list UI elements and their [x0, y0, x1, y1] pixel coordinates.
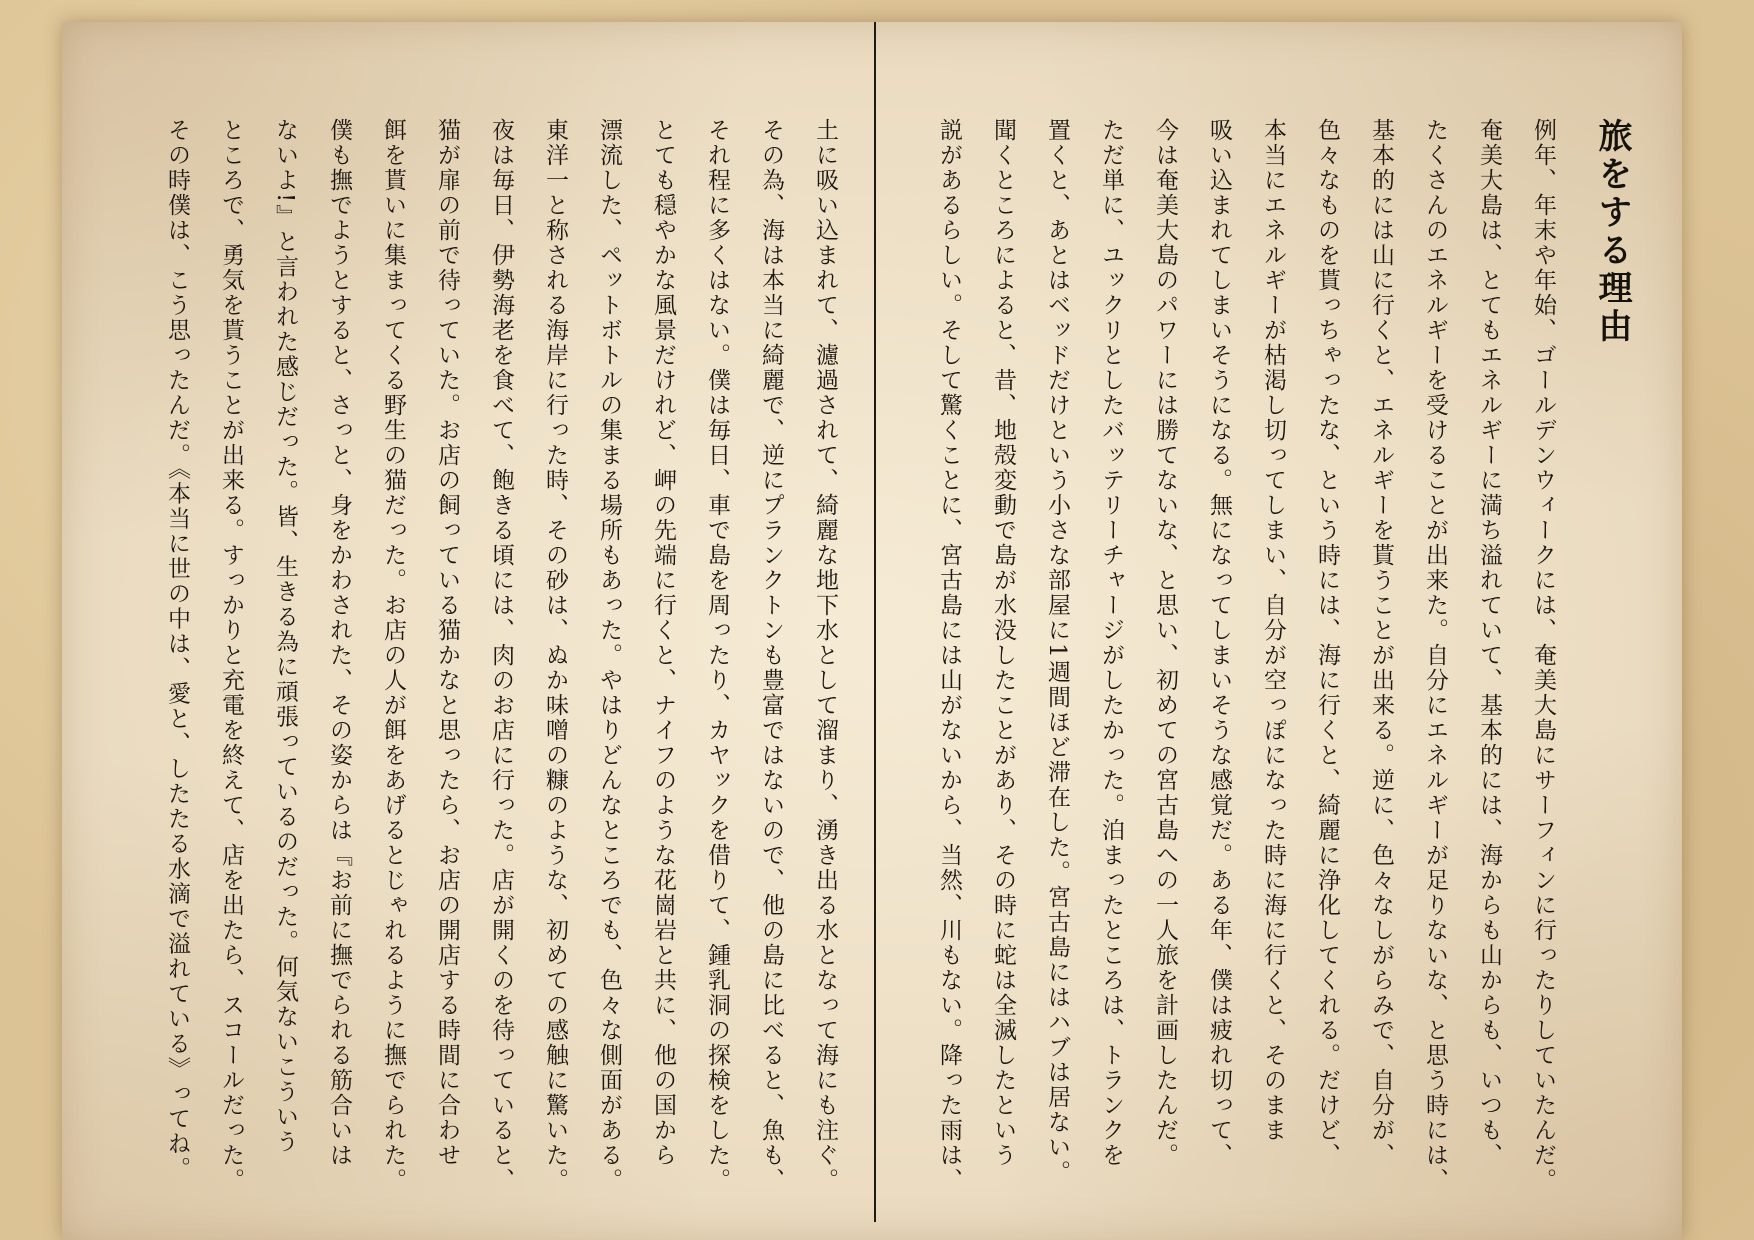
- essay-title: 旅をする理由: [1592, 118, 1632, 346]
- text-line: とても穏やかな風景だけれど、岬の先端に行くと、ナイフのような花崗岩と共に、他の国から: [650, 118, 676, 1168]
- text-line: 例年、年末や年始、ゴールデンウィークには、奄美大島にサーフィンに行ったりしていたんだ。: [1530, 118, 1556, 1193]
- text-line: 本当にエネルギーが枯渇し切ってしまい、自分が空っぽになった時に海に行くと、そのまま: [1260, 118, 1286, 1143]
- text-line: それ程に多くはない。僕は毎日、車で島を周ったり、カヤックを借りて、鍾乳洞の探検をした。: [704, 118, 730, 1193]
- text-line: その為、海は本当に綺麗で、逆にプランクトンも豊富ではないので、他の島に比べると、魚も、: [758, 118, 784, 1193]
- text-line: 基本的には山に行くと、エネルギーを貰うことが出来る。逆に、色々なしがらみで、自分が、: [1368, 118, 1394, 1168]
- text-line: 漂流した、ペットボトルの集まる場所もあった。やはりどんなところでも、色々な側面がある。: [596, 118, 622, 1193]
- text-line: その時僕は、こう思ったんだ。《本当に世の中は、愛と、したたる水滴で溢れている》ってね。: [164, 118, 190, 1182]
- text-line: 聞くところによると、昔、地殻変動で島が水没したことがあり、その時に蛇は全滅したという: [990, 118, 1016, 1168]
- text-line: 土に吸い込まれて、濾過されて、綺麗な地下水として溜まり、湧き出る水となって海にも注ぐ。: [812, 118, 838, 1193]
- text-line: 東洋一と称される海岸に行った時、その砂は、ぬか味噌の糠のような、初めての感触に驚いた。: [542, 118, 568, 1193]
- text-line: ところで、勇気を貰うことが出来る。すっかりと充電を終えて、店を出たら、スコールだった。: [218, 118, 244, 1193]
- text-line: 餌を貰いに集まってくる野生の猫だった。お店の人が餌をあげるとじゃれるように撫でられた。: [380, 118, 406, 1193]
- text-line: 夜は毎日、伊勢海老を食べて、飽きる頃には、肉のお店に行った。店が開くのを待っていると、: [488, 118, 514, 1193]
- text-line: たくさんのエネルギーを受けることが出来た。自分にエネルギーが足りないな、と思う時には、: [1422, 118, 1448, 1193]
- text-line: 吸い込まれてしまいそうになる。無になってしまいそうな感覚だ。ある年、僕は疲れ切って、: [1206, 118, 1232, 1168]
- text-line: ただ単に、ユックリとしたバッテリーチャージがしたかった。泊まったところは、トランクを: [1098, 118, 1124, 1168]
- right-page-body: [922, 118, 1570, 1193]
- text-line: 今は奄美大島のパワーには勝てないな、と思い、初めての宮古島への一人旅を計画したんだ。: [1152, 118, 1178, 1168]
- page-divider: [874, 22, 876, 1222]
- text-line: 猫が扉の前で待っていた。お店の飼っている猫かなと思ったら、お店の開店する時間に合わせ: [434, 118, 460, 1168]
- text-line: 奄美大島は、とてもエネルギーに満ち溢れていて、基本的には、海からも山からも、いつも、: [1476, 118, 1502, 1168]
- right-page: [876, 22, 1682, 1240]
- left-page-body: [150, 118, 852, 1193]
- left-page: [62, 22, 874, 1240]
- text-line: 説があるらしい。そして驚くことに、宮古島には山がないから、当然、川もない。降った雨は、: [936, 118, 962, 1193]
- text-line: 僕も撫でようとすると、さっと、身をかわされた、その姿からは『お前に撫でられる筋合いは: [326, 118, 352, 1168]
- text-line: ないよ!』と言われた感じだった。皆、生きる為に頑張っているのだった。何気ないこういう: [272, 118, 298, 1155]
- text-line: 置くと、あとはベッドだけという小さな部屋に1週間ほど滞在した。宮古島にはハブは居ない。: [1044, 118, 1070, 1185]
- text-line: 色々なものを貰っちゃったな、という時には、海に行くと、綺麗に浄化してくれる。だけど、: [1314, 118, 1340, 1168]
- paper-sheet: [62, 22, 1682, 1240]
